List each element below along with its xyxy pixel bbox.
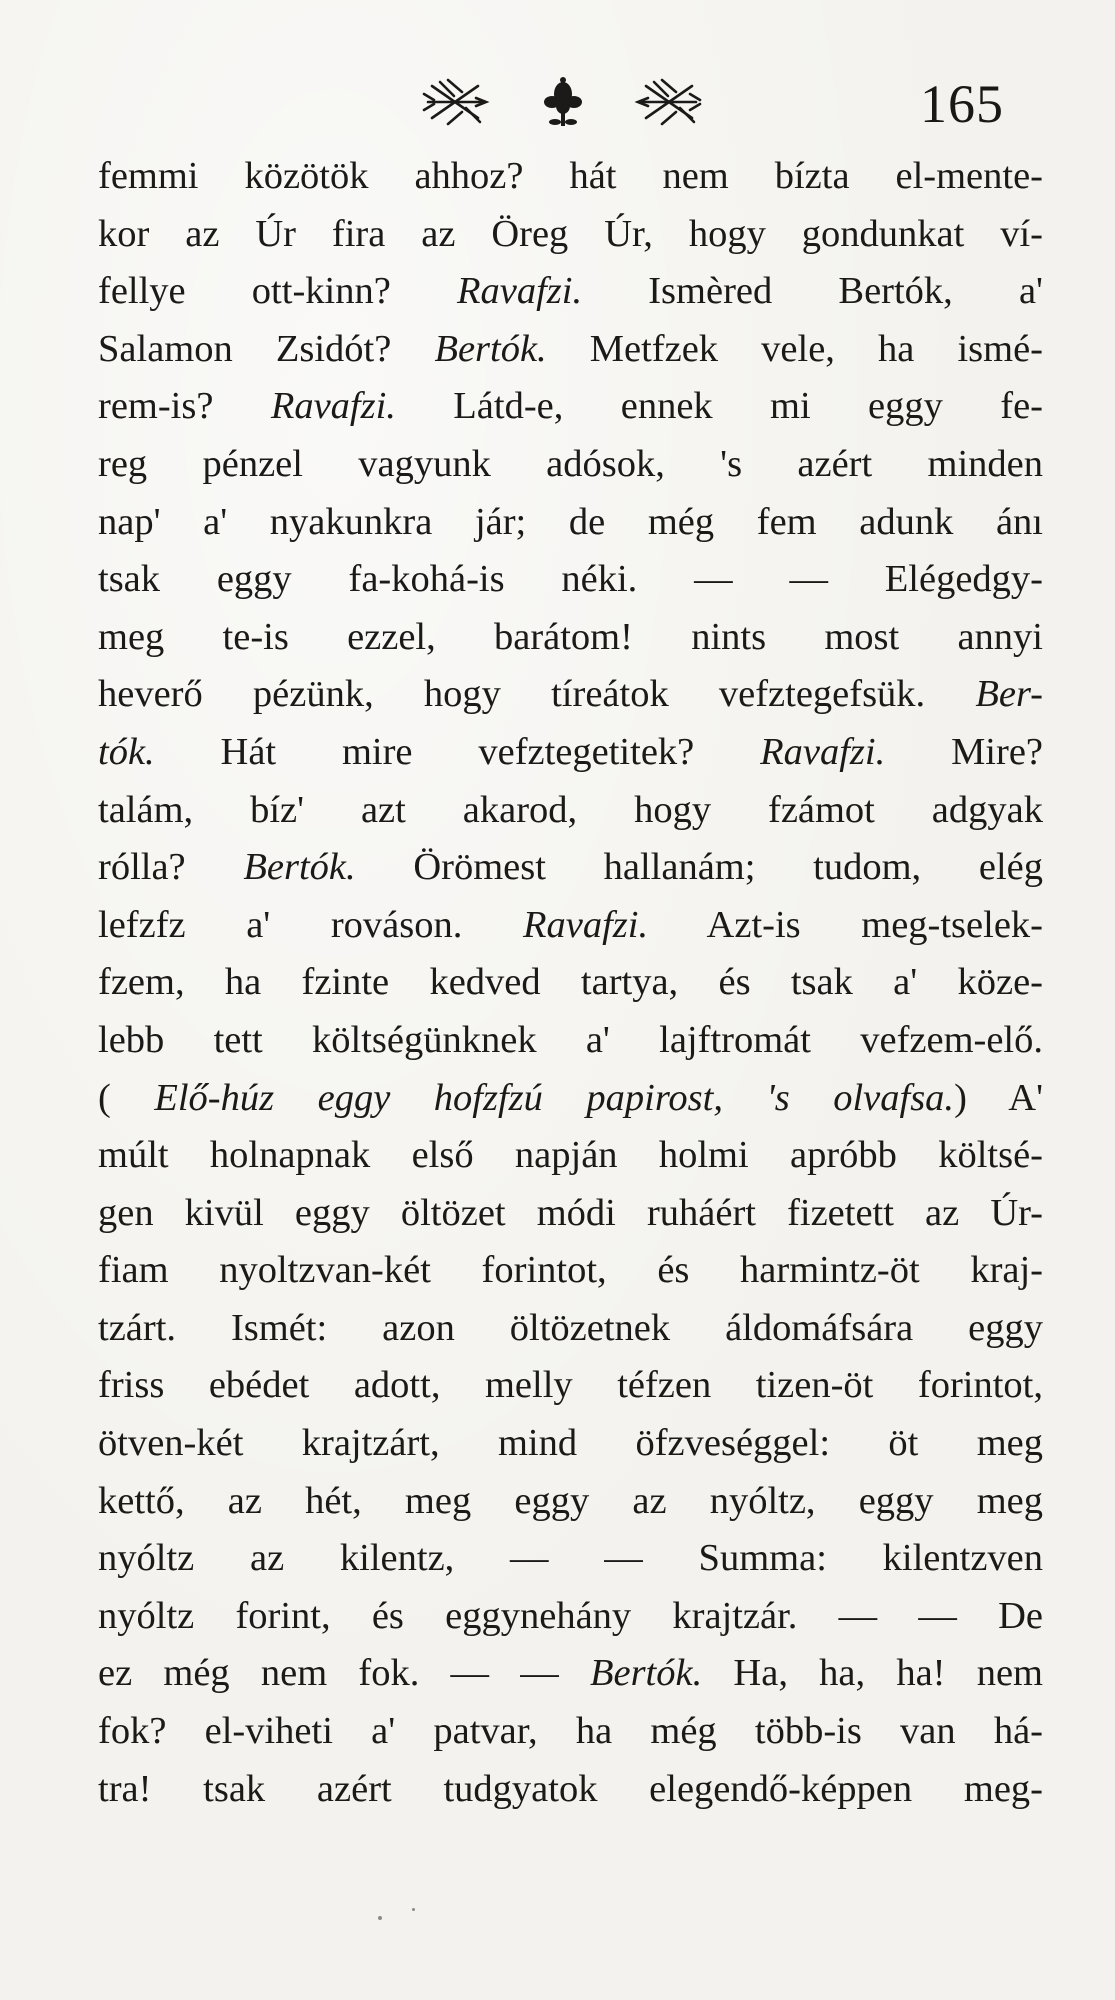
text-run: fok? el-viheti a' patvar, ha még több-is van há- [98,1710,1043,1753]
text-line [98,1415,1043,1473]
text-run: ( [98,1076,155,1119]
text-line [98,551,1043,609]
text-line [98,321,1043,379]
text-line [98,1645,1043,1703]
text-run: Metfzek vele, ha ismé- [546,327,1043,370]
text-line [98,1703,1043,1761]
speaker-name: Ravafzi. [270,385,396,428]
text-line [98,206,1043,264]
text-line [98,1357,1043,1415]
text-run: Örömest hallanám; tudom, elég [355,846,1044,889]
text-run: reg pénzel vagyunk adósok, 's azért minden [98,442,1043,485]
speaker-name: tók. [98,730,155,773]
fleuron-ornament-icon [418,72,708,132]
speaker-name: Bertók. [243,846,356,889]
text-run: tzárt. Ismét: azon öltözetnek áldomáfsára eggy [98,1306,1043,1349]
text-line [98,897,1043,955]
text-run: gen kivül eggy öltözet módi ruháért fizetett az Úr- [98,1191,1043,1234]
text-line [98,782,1043,840]
text-run: ) A' [954,1076,1044,1119]
text-run: meg te-is ezzel, barátom! nints most annyi [98,615,1043,658]
text-line [98,1012,1043,1070]
paper-speck [378,1916,382,1920]
paper-speck [412,1908,415,1911]
text-line [98,263,1043,321]
text-run: kor az Úr fira az Öreg Úr, hogy gondunkat ví- [98,212,1043,255]
text-line [98,1070,1043,1128]
text-run: tsak eggy fa-kohá-is néki. — — Elégedgy- [98,558,1043,601]
text-run: friss ebédet adott, melly téfzen tizen-öt forintot, [98,1364,1043,1407]
text-line [98,839,1043,897]
text-line [98,436,1043,494]
page-header [0,72,1115,142]
text-line [98,1185,1043,1243]
text-run: talám, bíz' azt akarod, hogy fzámot adgyak [98,788,1043,831]
text-run: ez még nem fok. — — [98,1652,590,1695]
text-line [98,378,1043,436]
text-run: nyóltz forint, és eggynehány krajtzár. — — De [98,1594,1043,1637]
text-line [98,1300,1043,1358]
text-run: fiam nyoltzvan-két forintot, és harmintz-öt kraj- [98,1249,1043,1292]
text-line [98,1761,1043,1819]
page-number: 165 [920,74,1004,134]
text-line [98,724,1043,782]
text-line [98,1473,1043,1531]
speaker-name: Elő-húz eggy hofzfzú papirost, 's olvafsa. [154,1076,955,1119]
text-run: femmi közötök ahhoz? hát nem bízta el-mente- [98,155,1043,197]
text-run: heverő pézünk, hogy tíreátok vefztegefsük. [98,673,976,716]
text-run: nap' a' nyakunkra jár; de még fem adunk ánı [98,500,1043,543]
text-line [98,954,1043,1012]
text-run: Ismèred Bertók, a' [582,270,1043,313]
speaker-name: Ber- [975,673,1043,716]
text-line [98,1242,1043,1300]
text-run: Ha, ha, ha! nem [702,1652,1043,1695]
speaker-name: Ravafzi. [456,270,583,313]
text-run: fzem, ha fzinte kedved tartya, és tsak a' köze- [98,961,1043,1004]
text-run: lebb tett költségünknek a' lajftromát vefzem-elő. [98,1018,1043,1061]
text-run: Salamon Zsidót? [98,327,435,370]
text-run: nyóltz az kilentz, — — Summa: kilentzven [98,1537,1043,1580]
text-run: tra! tsak azért tudgyatok elegendő-képpen meg- [98,1767,1043,1810]
text-run: ötven-két krajtzárt, mind öfzveséggel: öt meg [98,1422,1043,1465]
text-run: múlt holnapnak első napján holmi apróbb költsé- [98,1134,1043,1177]
text-run: rem-is? [98,385,271,428]
text-line [98,1530,1043,1588]
text-run: lefzfz a' rováson. [98,903,523,946]
text-line [98,1588,1043,1646]
text-line [98,148,1043,206]
text-run: Hát mire vefztegetitek? [154,730,761,773]
text-line [98,609,1043,667]
speaker-name: Bertók. [589,1652,703,1695]
text-line [98,666,1043,724]
speaker-name: Ravafzi. [760,730,886,773]
text-line [98,494,1043,552]
text-run: fellye ott-kinn? [98,270,457,313]
text-run: Látd-e, ennek mi eggy fe- [395,385,1043,428]
body-text [98,148,1043,1818]
text-run: Mire? [885,730,1043,773]
speaker-name: Ravafzi. [522,903,649,946]
text-run: Azt-is meg-tselek- [648,903,1043,946]
text-run: kettő, az hét, meg eggy az nyóltz, eggy meg [98,1479,1043,1522]
text-line [98,1127,1043,1185]
speaker-name: Bertók. [434,327,547,370]
text-run: rólla? [98,846,244,889]
